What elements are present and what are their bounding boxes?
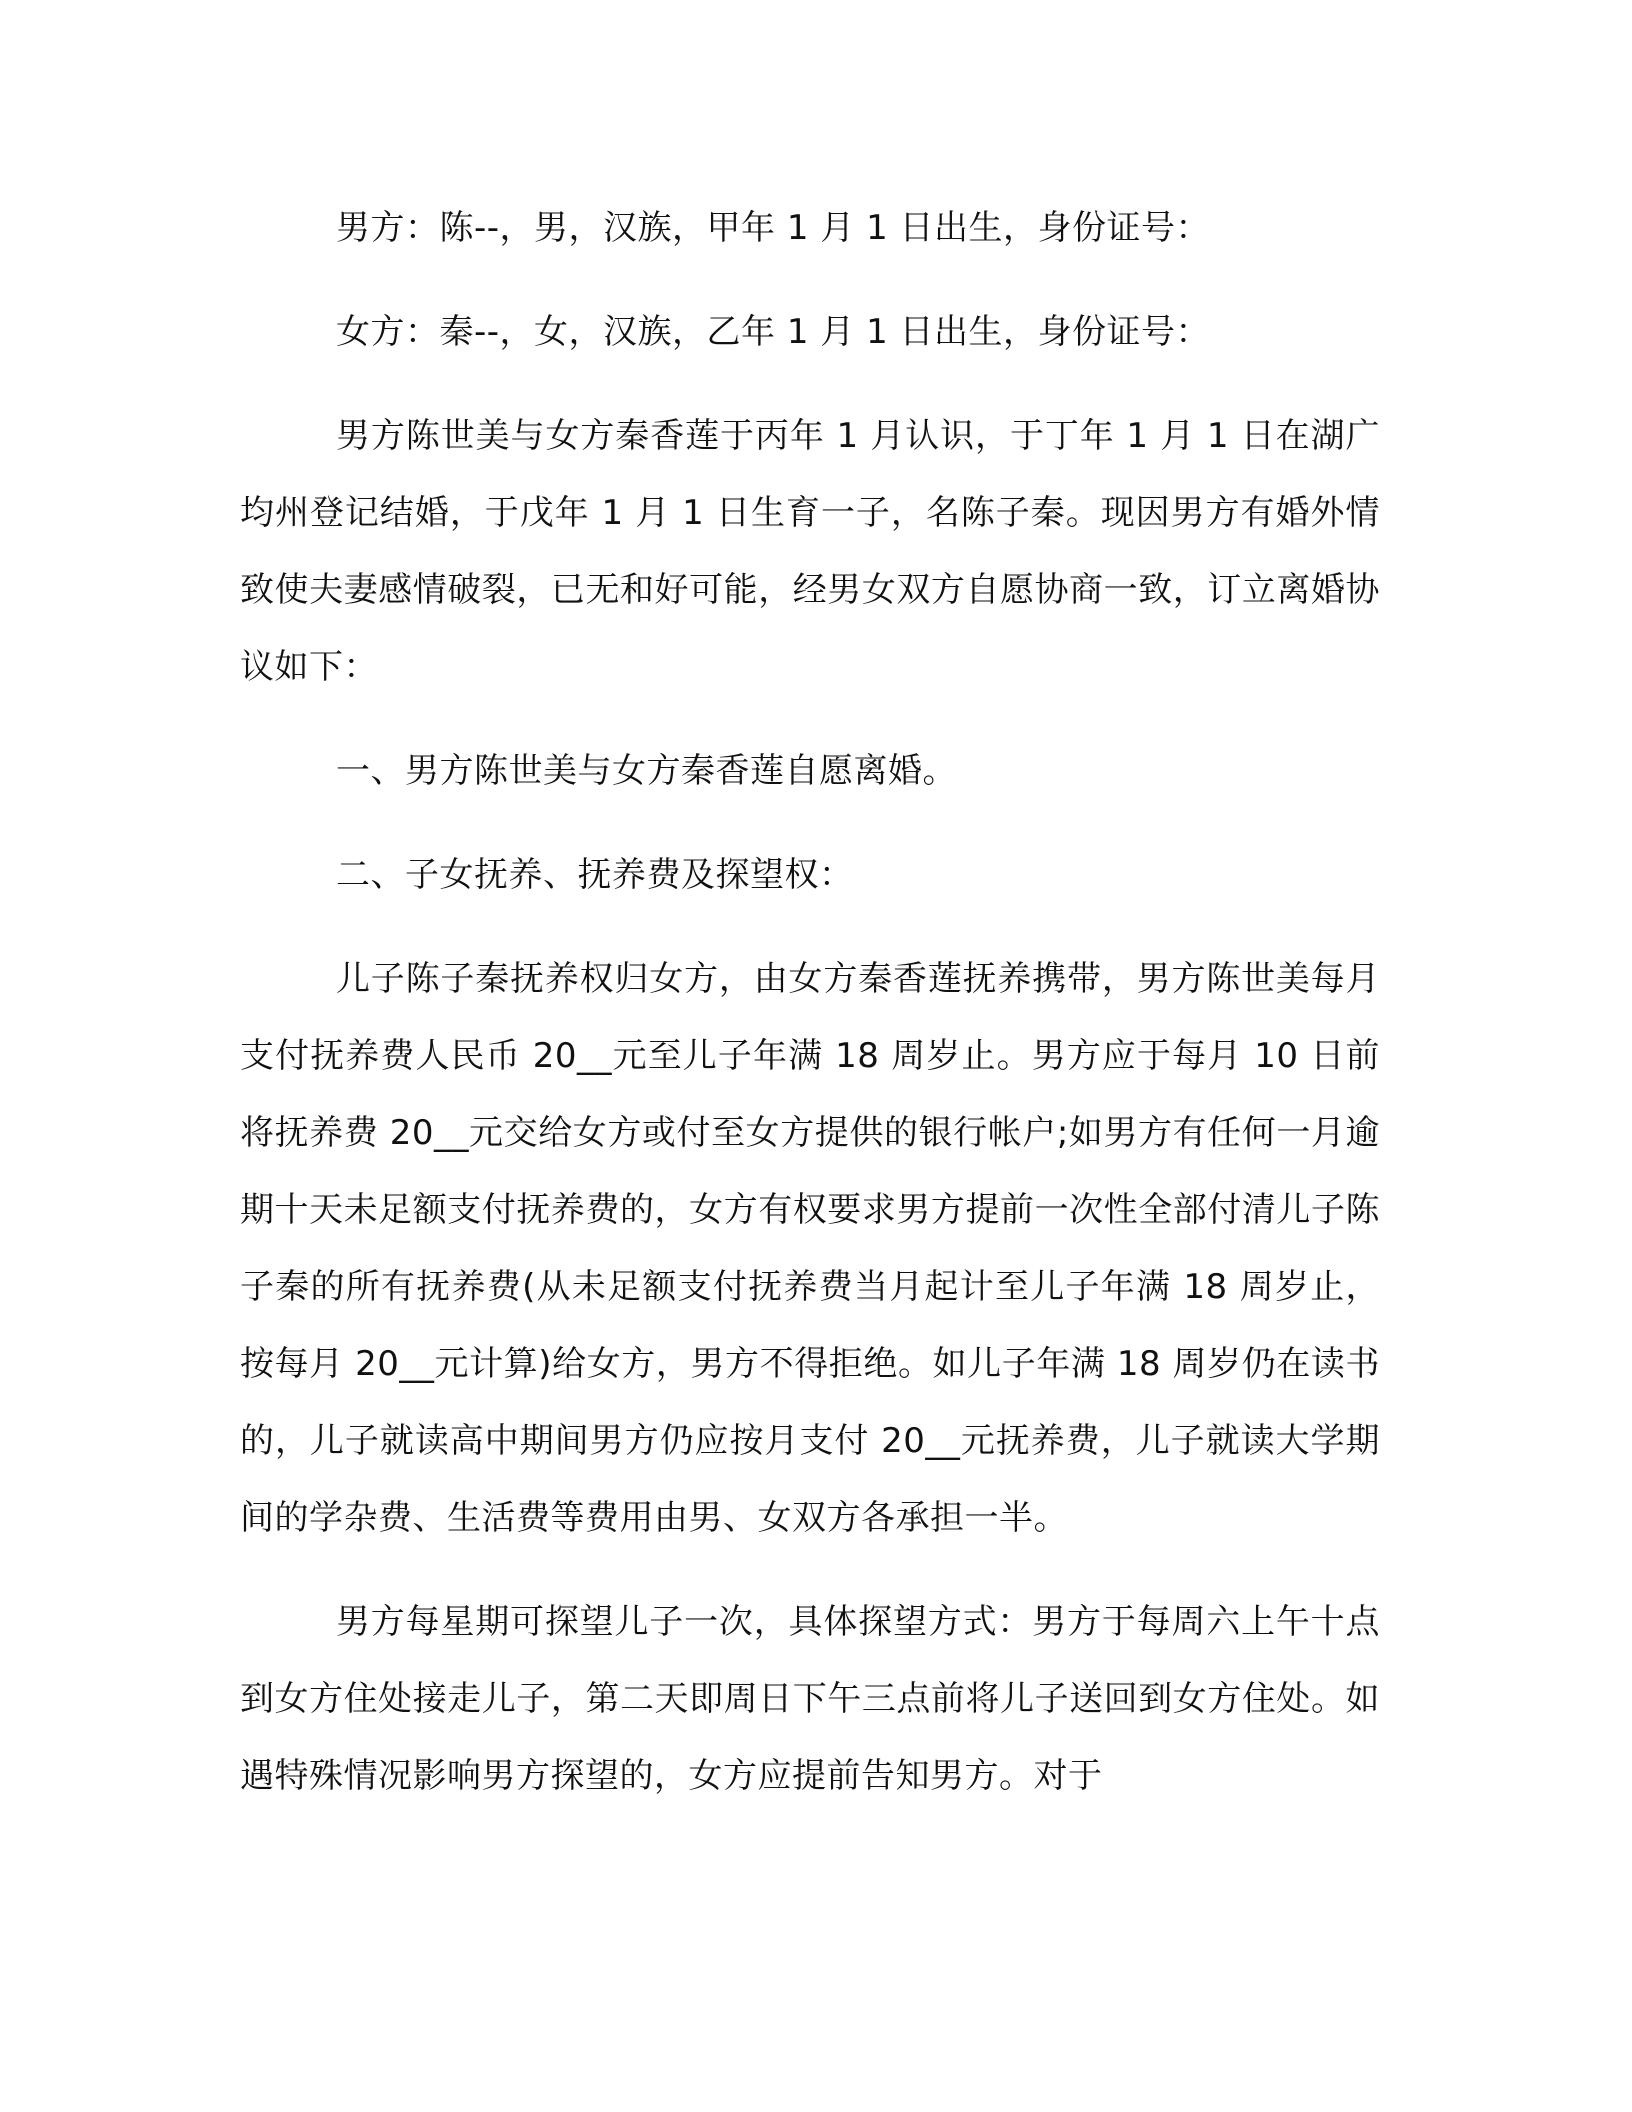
husband-info-paragraph: 男方：陈--，男，汉族，甲年 1 月 1 日出生，身份证号： [336, 208, 1211, 248]
clause-one-paragraph: 一、男方陈世美与女方秦香莲自愿离婚。 [336, 751, 957, 791]
document-page [240, 190, 1380, 1815]
clause-two-heading: 二、子女抚养、抚养费及探望权： [336, 855, 854, 895]
preamble-paragraph: 男方陈世美与女方秦香莲于丙年 1 月认识，于丁年 1 月 1 日在湖广均州登记结婚，于戊年 1 月 1 日生育一子，名陈子秦。现因男方有婚外情致使夫妻感情破裂，已无和好可能，经男女双方自愿协商一致，订立离婚协议如下： [240, 416, 1380, 687]
custody-support-paragraph: 儿子陈子秦抚养权归女方，由女方秦香莲抚养携带，男方陈世美每月支付抚养费人民币 20__元至儿子年满 18 周岁止。男方应于每月 10 日前将抚养费 20__元交给女方或付至女方提供的银行帐户;如男方有任何一月逾期十天未足额支付抚养费的，女方有权要求男方提前一次性全部付清儿子陈子秦的所有抚养费(从未足额支付抚养费当月起计至儿子年满 18 周岁止，按每月 20__元计算)给女方，男方不得拒绝。如儿子年满 18 周岁仍在读书的，儿子就读高中期间男方仍应按月支付 20__元抚养费，儿子就读大学期间的学杂费、生活费等费用由男、女双方各承担一半。 [240, 959, 1380, 1538]
wife-info-paragraph: 女方：秦--，女，汉族，乙年 1 月 1 日出生，身份证号： [336, 312, 1211, 352]
visitation-paragraph: 男方每星期可探望儿子一次，具体探望方式：男方于每周六上午十点到女方住处接走儿子，第二天即周日下午三点前将儿子送回到女方住处。如遇特殊情况影响男方探望的，女方应提前告知男方。对于 [240, 1602, 1380, 1796]
